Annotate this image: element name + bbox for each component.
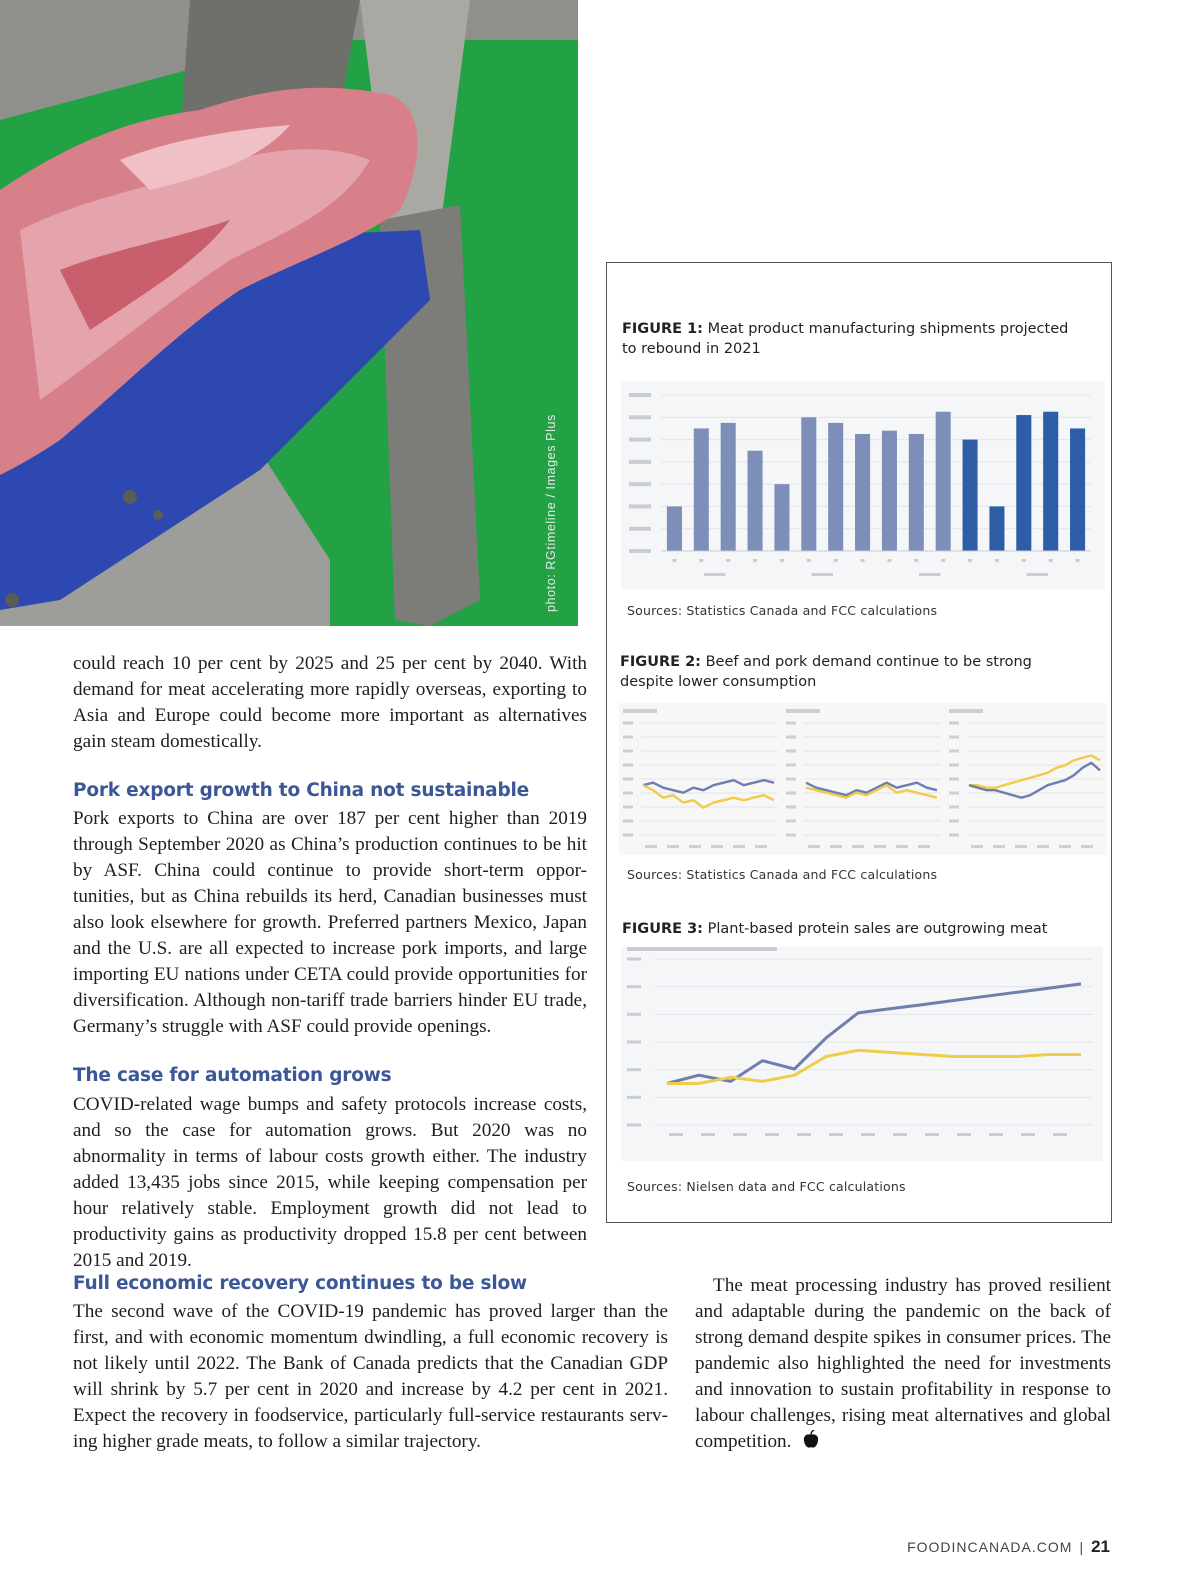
x-tick-mark bbox=[1081, 845, 1093, 848]
paragraph-3: COVID-related wage bumps and safety protocols increase costs, and so the case for automation grows. But 2020 was no abnormality in terms of labour costs growth either. The industry added 13,435 jobs since 2015, while keeping compensation per hour relatively stable. Employment growth did not lead to productivity gains as productivity dropped 15.8 per cent between 2015 and 2019. bbox=[73, 1094, 587, 1271]
paragraph-2: Pork exports to China are over 187 per cent higher than 2019 through September 2020 as China’s production continues to be hit by ASF. China could continue to provide short-term oppor-tunities, but as China rebuilds its herd, Canadian businesses must also look elsewhere for growth. Preferred partners Mexico, Japan and the U.S. are all expected to increase pork imports, and large importing EU nations under CETA could provide opportunities for diversification. Although non-tariff trade barriers hinder EU trade, Germany’s struggle with ASF could provide openings. bbox=[73, 808, 587, 1037]
x-tick-mark bbox=[852, 845, 864, 848]
figure-3-source: Sources: Nielsen data and FCC calculations bbox=[627, 1179, 906, 1194]
x-tick-mark bbox=[1037, 845, 1049, 848]
bar bbox=[909, 434, 924, 551]
x-tick-mark bbox=[1021, 1133, 1035, 1136]
x-tick-mark bbox=[1076, 559, 1080, 562]
bar bbox=[748, 451, 763, 551]
x-tick-mark bbox=[645, 845, 657, 848]
y-axis-title-mark bbox=[627, 947, 777, 951]
panel-axis-mark bbox=[786, 709, 820, 713]
bar bbox=[936, 412, 951, 551]
y-tick-mark bbox=[629, 527, 651, 531]
y-tick-mark bbox=[627, 1124, 641, 1127]
x-tick-mark bbox=[971, 845, 983, 848]
x-tick-mark bbox=[765, 1133, 779, 1136]
bar bbox=[694, 428, 709, 551]
x-group-mark bbox=[919, 573, 941, 576]
x-tick-mark bbox=[968, 559, 972, 562]
x-tick-mark bbox=[667, 845, 679, 848]
y-tick-mark bbox=[623, 806, 633, 809]
x-tick-mark bbox=[829, 1133, 843, 1136]
y-tick-mark bbox=[949, 778, 959, 781]
y-tick-mark bbox=[623, 722, 633, 725]
x-tick-mark bbox=[887, 559, 891, 562]
x-tick-mark bbox=[896, 845, 908, 848]
y-tick-mark bbox=[623, 736, 633, 739]
figure-3-title: FIGURE 3: Plant-based protein sales are outgrowing meat bbox=[622, 921, 1048, 937]
meat-conveyor-photo bbox=[0, 0, 578, 626]
x-tick-mark bbox=[941, 559, 945, 562]
bar bbox=[667, 506, 682, 551]
figure-1-source: Sources: Statistics Canada and FCC calculations bbox=[627, 603, 938, 618]
y-tick-mark bbox=[786, 820, 796, 823]
y-tick-mark bbox=[949, 806, 959, 809]
photo-illustration bbox=[0, 0, 578, 626]
paragraph-4: The second wave of the COVID-19 pandemic has proved larger than the first, and with economic momentum dwindling, a full economic recovery is not likely until 2022. The Bank of Canada predicts that the Canadian GDP will shrink by 5.7 per cent in 2020 and increase by 4.2 per cent in 2021. Expect the recovery in foodservice, particularly full-service restaurants serv-ing higher grade meats, to follow a similar trajectory. bbox=[73, 1301, 668, 1452]
x-tick-mark bbox=[918, 845, 930, 848]
x-tick-mark bbox=[672, 559, 676, 562]
x-tick-mark bbox=[1015, 845, 1027, 848]
y-tick-mark bbox=[949, 764, 959, 767]
figure-2-title: FIGURE 2: Beef and pork demand continue to be strong despite lower consumption bbox=[620, 654, 1032, 690]
heading-economic-recovery: Full economic recovery continues to be slow bbox=[73, 1273, 527, 1294]
bar bbox=[1043, 412, 1058, 551]
end-mark-icon bbox=[802, 1430, 820, 1450]
y-tick-mark bbox=[786, 806, 796, 809]
y-tick-mark bbox=[623, 764, 633, 767]
page-number: 21 bbox=[1091, 1537, 1110, 1556]
x-tick-mark bbox=[830, 845, 842, 848]
y-tick-mark bbox=[629, 482, 651, 486]
x-tick-mark bbox=[797, 1133, 811, 1136]
x-tick-mark bbox=[989, 1133, 1003, 1136]
page-footer bbox=[907, 1537, 1110, 1557]
y-tick-mark bbox=[627, 1068, 641, 1071]
bar bbox=[882, 431, 897, 551]
x-tick-mark bbox=[780, 559, 784, 562]
x-tick-mark bbox=[993, 845, 1005, 848]
figure-1-title: FIGURE 1: Meat product manufacturing shipments projected to rebound in 2021 bbox=[622, 321, 1069, 357]
x-tick-mark bbox=[874, 845, 886, 848]
y-tick-mark bbox=[786, 750, 796, 753]
bar bbox=[828, 423, 843, 551]
x-tick-mark bbox=[861, 1133, 875, 1136]
figure-2-source: Sources: Statistics Canada and FCC calculations bbox=[627, 867, 938, 882]
y-tick-mark bbox=[786, 792, 796, 795]
x-tick-mark bbox=[925, 1133, 939, 1136]
x-tick-mark bbox=[861, 559, 865, 562]
figure-1-bar-chart bbox=[621, 381, 1105, 589]
y-tick-mark bbox=[629, 460, 651, 464]
x-tick-mark bbox=[726, 559, 730, 562]
x-tick-mark bbox=[689, 845, 701, 848]
y-tick-mark bbox=[623, 778, 633, 781]
y-tick-mark bbox=[629, 415, 651, 419]
bar bbox=[1016, 415, 1031, 551]
y-tick-mark bbox=[786, 764, 796, 767]
y-tick-mark bbox=[786, 736, 796, 739]
x-tick-mark bbox=[995, 559, 999, 562]
bar bbox=[989, 506, 1004, 551]
x-tick-mark bbox=[711, 845, 723, 848]
panel-axis-mark bbox=[949, 709, 983, 713]
closing-paragraph: The meat processing industry has proved resilient and adaptable during the pandemic on the back of strong demand despite spikes in consumer prices. The pandemic also highlighted the need for investments and innovation to sustain profitability in response to labour challenges, rising meat alternatives and global competition. bbox=[695, 1275, 1111, 1452]
y-tick-mark bbox=[949, 792, 959, 795]
footer-separator: | bbox=[1079, 1539, 1085, 1555]
y-tick-mark bbox=[627, 1096, 641, 1099]
y-tick-mark bbox=[786, 778, 796, 781]
y-tick-mark bbox=[949, 834, 959, 837]
y-tick-mark bbox=[949, 820, 959, 823]
x-tick-mark bbox=[699, 559, 703, 562]
bar bbox=[855, 434, 870, 551]
y-tick-mark bbox=[627, 1041, 641, 1044]
x-tick-mark bbox=[1049, 559, 1053, 562]
y-tick-mark bbox=[949, 750, 959, 753]
x-tick-mark bbox=[834, 559, 838, 562]
y-tick-mark bbox=[629, 504, 651, 508]
y-tick-mark bbox=[949, 736, 959, 739]
y-tick-mark bbox=[623, 792, 633, 795]
x-tick-mark bbox=[733, 1133, 747, 1136]
x-tick-mark bbox=[701, 1133, 715, 1136]
panel-axis-mark bbox=[623, 709, 657, 713]
x-tick-mark bbox=[755, 845, 767, 848]
x-tick-mark bbox=[1022, 559, 1026, 562]
figure-2-line-charts bbox=[619, 703, 1107, 855]
heading-automation: The case for automation grows bbox=[73, 1065, 392, 1086]
figures-panel bbox=[606, 262, 1112, 1223]
y-tick-mark bbox=[623, 834, 633, 837]
y-tick-mark bbox=[786, 722, 796, 725]
y-tick-mark bbox=[627, 985, 641, 988]
x-tick-mark bbox=[957, 1133, 971, 1136]
y-tick-mark bbox=[629, 393, 651, 397]
x-tick-mark bbox=[1059, 845, 1071, 848]
y-tick-mark bbox=[623, 750, 633, 753]
bar bbox=[801, 417, 816, 551]
x-group-mark bbox=[1027, 573, 1049, 576]
x-tick-mark bbox=[893, 1133, 907, 1136]
x-tick-mark bbox=[733, 845, 745, 848]
chart-3-background bbox=[621, 947, 1103, 1161]
y-tick-mark bbox=[627, 1013, 641, 1016]
x-tick-mark bbox=[807, 559, 811, 562]
bar bbox=[963, 440, 978, 551]
x-group-mark bbox=[812, 573, 834, 576]
x-tick-mark bbox=[914, 559, 918, 562]
figure-3-line-chart bbox=[621, 947, 1103, 1161]
bar bbox=[774, 484, 789, 551]
x-tick-mark bbox=[753, 559, 757, 562]
footer-site: FOODINCANADA.COM bbox=[907, 1539, 1073, 1555]
heading-pork-export: Pork export growth to China not sustainable bbox=[73, 780, 529, 801]
y-tick-mark bbox=[786, 834, 796, 837]
y-tick-mark bbox=[627, 958, 641, 961]
bar bbox=[721, 423, 736, 551]
x-tick-mark bbox=[808, 845, 820, 848]
y-tick-mark bbox=[623, 820, 633, 823]
x-tick-mark bbox=[669, 1133, 683, 1136]
y-tick-mark bbox=[629, 438, 651, 442]
x-tick-mark bbox=[1053, 1133, 1067, 1136]
paragraph-1: could reach 10 per cent by 2025 and 25 per cent by 2040. With demand for meat accelerating more rapidly overseas, exporting to Asia and Europe could become more important as alternatives gain steam domestically. bbox=[73, 653, 587, 752]
bar bbox=[1070, 428, 1085, 551]
photo-credit: photo: RGtimeline / Images Plus bbox=[544, 414, 558, 612]
y-tick-mark bbox=[629, 549, 651, 553]
y-tick-mark bbox=[949, 722, 959, 725]
x-group-mark bbox=[704, 573, 726, 576]
